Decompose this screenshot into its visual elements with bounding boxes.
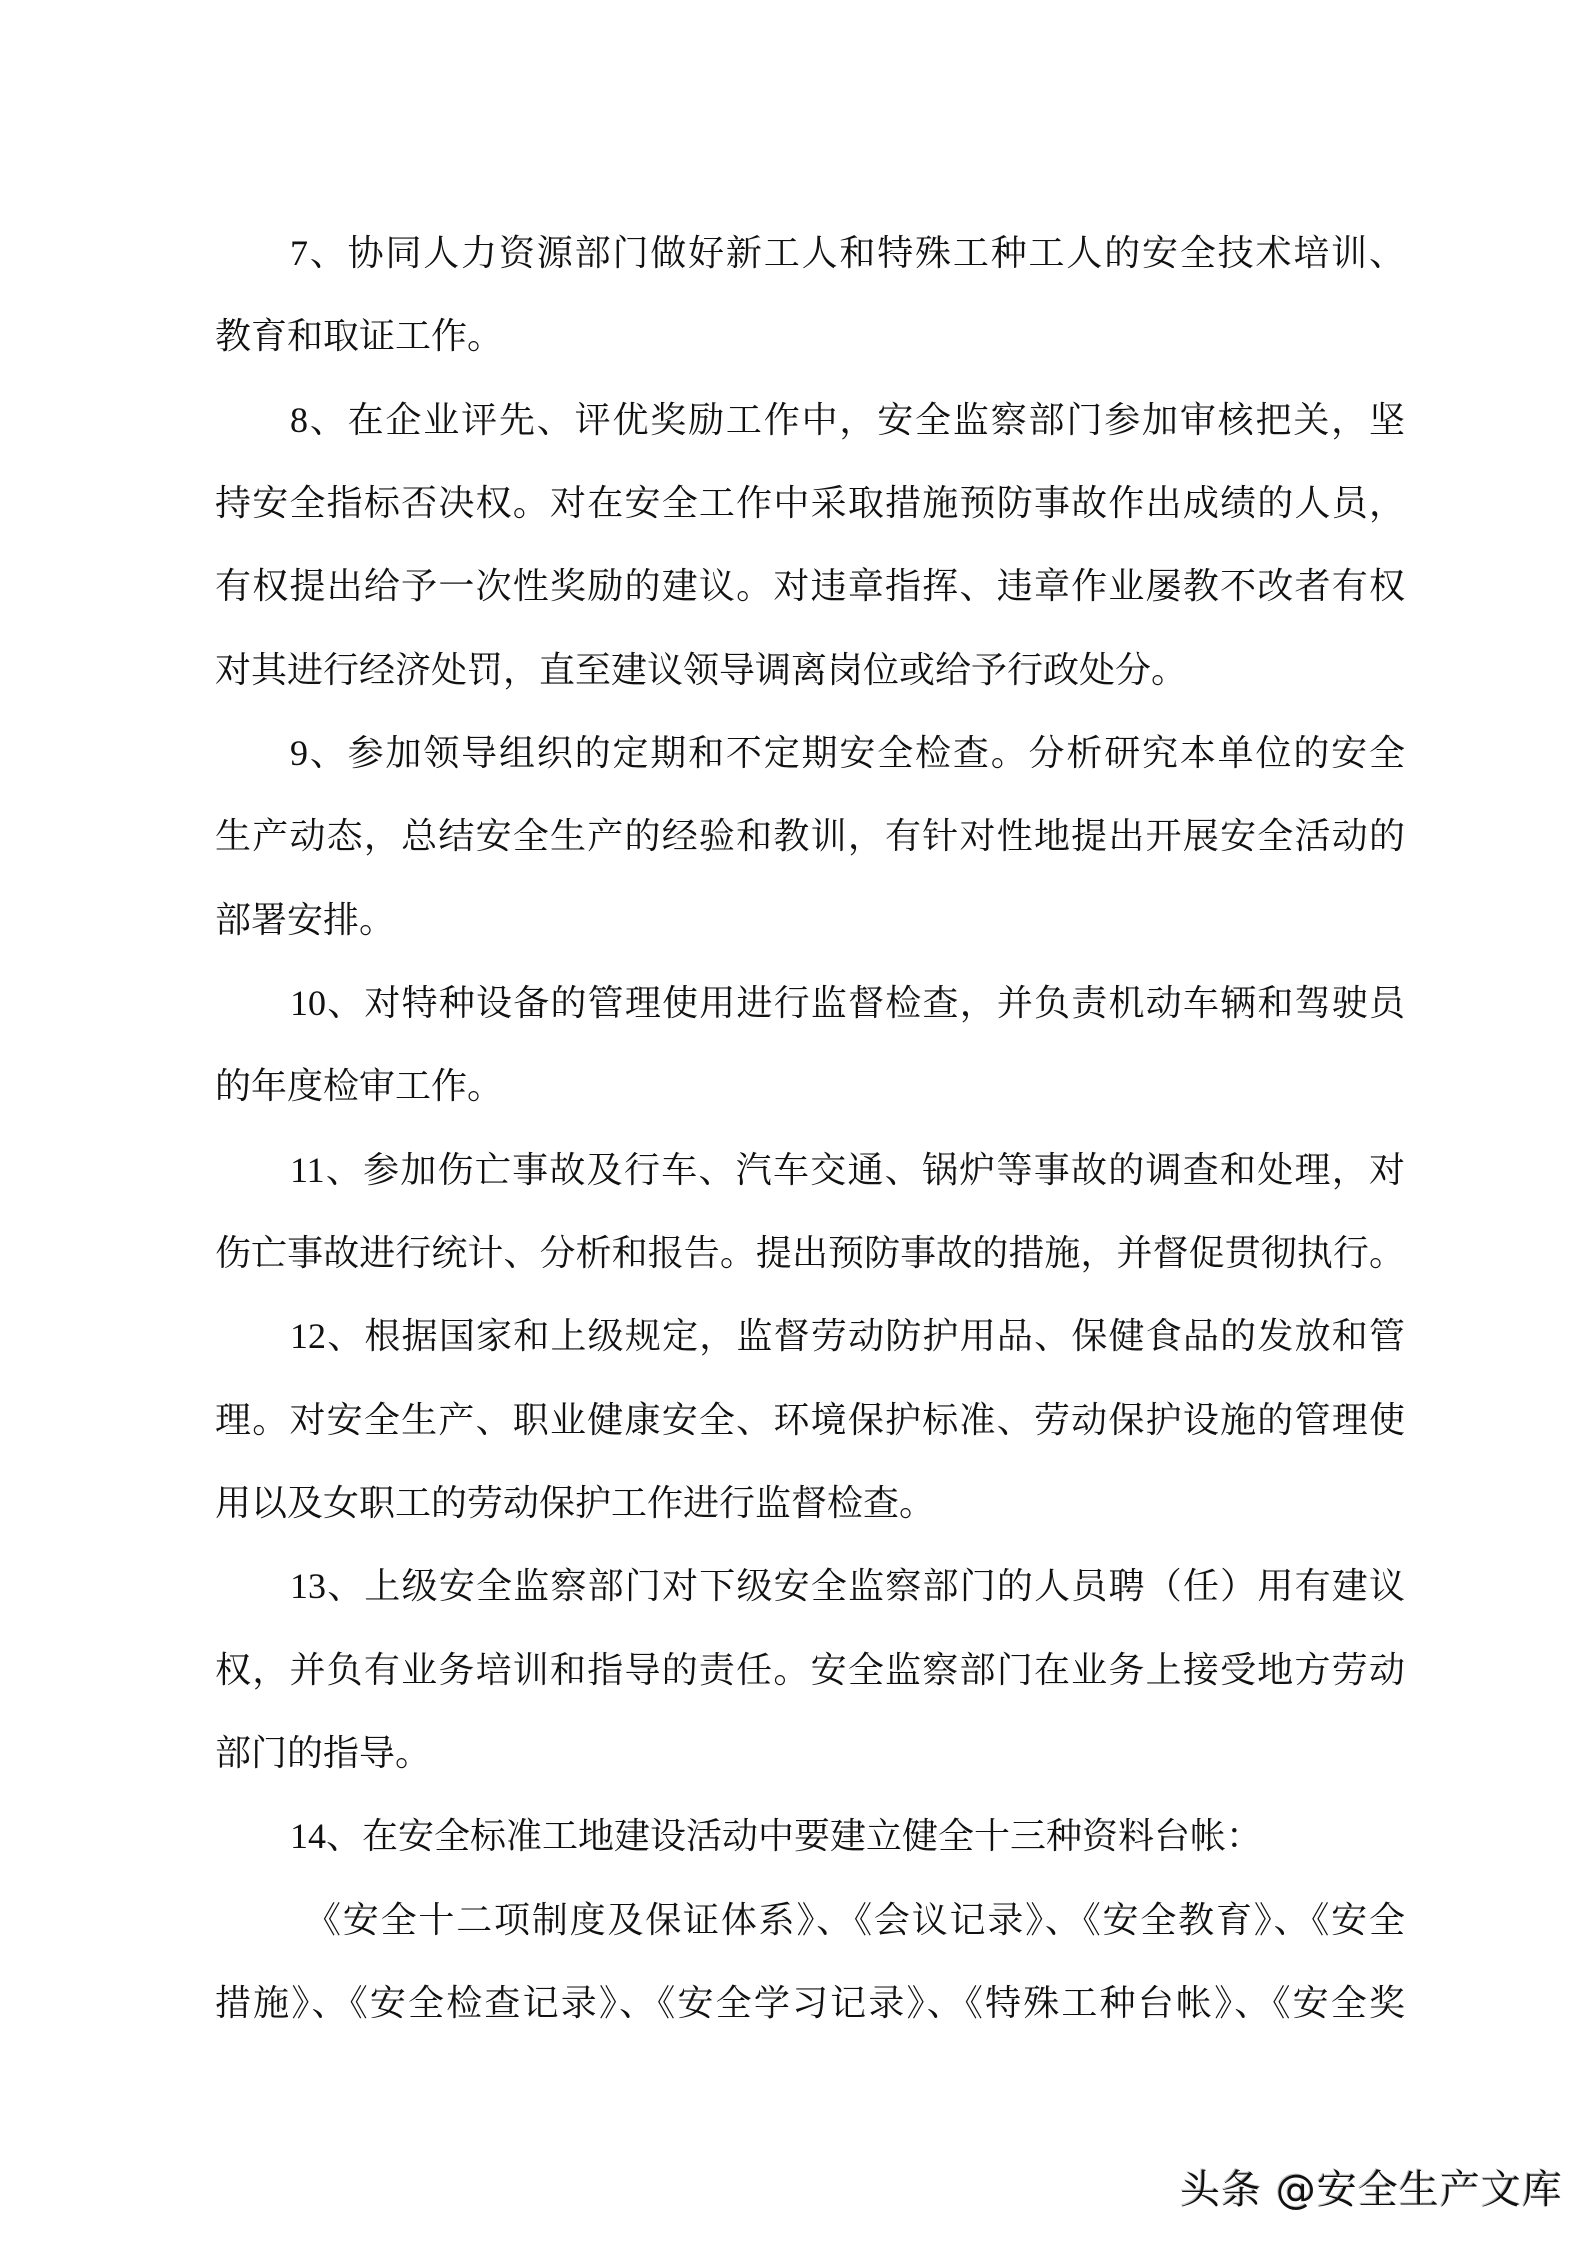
paragraph-9-line-3: 部署安排。: [215, 900, 396, 940]
source-watermark: 头条 @安全生产文库: [1180, 2167, 1563, 2213]
paragraph-12-line-3: 用以及女职工的劳动保护工作进行监督检查。: [215, 1483, 936, 1523]
paragraph-11-line-1: 11、参加伤亡事故及行车、汽车交通、锅炉等事故的调查和处理，对: [290, 1150, 1405, 1190]
paragraph-14-line-1: 14、在安全标准工地建设活动中要建立健全十三种资料台帐：: [290, 1816, 1263, 1856]
paragraph-8-line-1: 8、在企业评先、评优奖励工作中，安全监察部门参加审核把关，坚: [290, 400, 1405, 440]
paragraph-10-line-2: 的年度检审工作。: [215, 1066, 504, 1106]
paragraph-8-line-2: 持安全指标否决权。对在安全工作中采取措施预防事故作出成绩的人员，: [215, 483, 1405, 523]
paragraph-7-line-2: 教育和取证工作。: [215, 316, 504, 356]
paragraph-7-line-1: 7、协同人力资源部门做好新工人和特殊工种工人的安全技术培训、: [290, 233, 1405, 273]
paragraph-8-line-3: 有权提出给予一次性奖励的建议。对违章指挥、违章作业屡教不改者有权: [215, 566, 1405, 606]
paragraph-13-line-3: 部门的指导。: [215, 1733, 432, 1773]
paragraph-8-line-4: 对其进行经济处罚，直至建议领导调离岗位或给予行政处分。: [215, 650, 1188, 690]
ledger-list-line-2: 措施》、《安全检查记录》、《安全学习记录》、《特殊工种台帐》、《安全奖: [215, 1983, 1405, 2023]
ledger-list-line-1: 《安全十二项制度及保证体系》、《会议记录》、《安全教育》、《安全: [305, 1900, 1405, 1940]
paragraph-13-line-1: 13、上级安全监察部门对下级安全监察部门的人员聘（任）用有建议: [290, 1566, 1405, 1606]
paragraph-9-line-1: 9、参加领导组织的定期和不定期安全检查。分析研究本单位的安全: [290, 733, 1405, 773]
paragraph-9-line-2: 生产动态，总结安全生产的经验和教训，有针对性地提出开展安全活动的: [215, 816, 1405, 856]
paragraph-10-line-1: 10、对特种设备的管理使用进行监督检查，并负责机动车辆和驾驶员: [290, 983, 1405, 1023]
paragraph-12-line-1: 12、根据国家和上级规定，监督劳动防护用品、保健食品的发放和管: [290, 1316, 1405, 1356]
paragraph-11-line-2: 伤亡事故进行统计、分析和报告。提出预防事故的措施，并督促贯彻执行。: [215, 1233, 1405, 1273]
paragraph-13-line-2: 权，并负有业务培训和指导的责任。安全监察部门在业务上接受地方劳动: [215, 1650, 1405, 1690]
paragraph-12-line-2: 理。对安全生产、职业健康安全、环境保护标准、劳动保护设施的管理使: [215, 1400, 1405, 1440]
